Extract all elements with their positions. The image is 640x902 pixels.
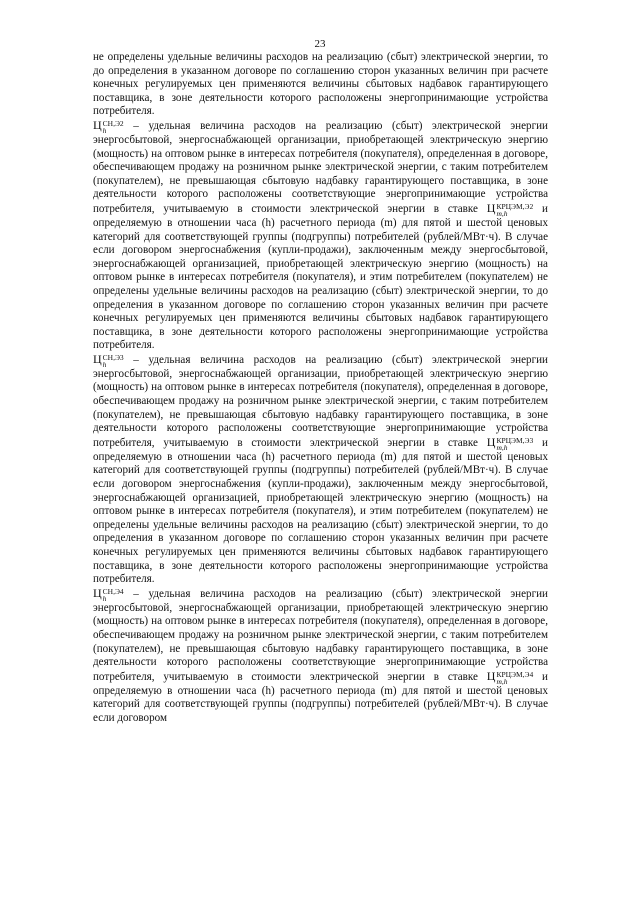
symbol-superscript: КРЦЭМ,Э3 (496, 435, 534, 445)
symbol-cn-e3 (93, 351, 124, 369)
symbol-base: Ц (93, 117, 102, 132)
symbol-base: Ц (93, 585, 102, 600)
symbol-subscript: m,h (496, 208, 508, 218)
paragraph-definition-e2 (93, 119, 548, 353)
page-number: 23 (314, 38, 326, 50)
symbol-subscript: h (102, 359, 107, 369)
symbol-superscript: СН,Э4 (102, 586, 124, 596)
symbol-cn-e2 (93, 117, 124, 135)
symbol-subscript: h (102, 593, 107, 603)
symbol-base: Ц (93, 351, 102, 366)
rate-symbol-e3 (486, 434, 534, 452)
definition-text: – удельная величина расходов на реализацию (сбыт) электрической энергии энергосбытовой, энергоснабжающей организации, приобретающей электрическую энергию (мощность) на оптовом рынке в интересах потребителя (покупателя), определенная в договоре, обеспечивающем продажу на розничном рынке электрической энергии, с таким потребителем (покупателем), не превышающая сбытовую надбавку гарантирующего поставщика, в зоне деятельности которого расположены соответствующие энергопринимающие устройства потребителя, учитываемую в стоимости электрической энергии в ставке (93, 353, 548, 449)
symbol-base: Ц (486, 668, 496, 683)
paragraph-definition-e3 (93, 353, 548, 587)
definition-text: – удельная величина расходов на реализацию (сбыт) электрической энергии энергосбытовой, энергоснабжающей организации, приобретающей электрическую энергию (мощность) на оптовом рынке в интересах потребителя (покупателя), определенная в договоре, обеспечивающем продажу на розничном рынке электрической энергии, с таким потребителем (покупателем), не превышающая сбытовую надбавку гарантирующего поставщика, в зоне деятельности которого расположены соответствующие энергопринимающие устройства потребителя, учитываемую в стоимости электрической энергии в ставке (93, 119, 548, 215)
symbol-subscript: m,h (496, 442, 508, 452)
symbol-superscript: СН,Э3 (102, 352, 124, 362)
symbol-superscript: КРЦЭМ,Э2 (496, 201, 534, 211)
symbol-superscript: СН,Э2 (102, 118, 124, 128)
definition-text-continued: и определяемую в отношении часа (h) расчетного периода (m) для пятой и шестой ценовых категорий для соответствующей группы (подгруппы) потребителей (рублей/МВт·ч). В случае если договором (93, 670, 548, 724)
document-body (93, 51, 548, 726)
rate-symbol-e2 (486, 200, 534, 218)
symbol-subscript: h (102, 125, 107, 135)
symbol-base: Ц (486, 200, 496, 215)
paragraph-continuation: не определены удельные величины расходов на реализацию (сбыт) электрической энергии, то до определения в указанном договоре по соглашению сторон указанных величин при расчете конечных регулируемых цен применяются величины сбытовых надбавок гарантирующего поставщика, в зоне деятельности которого расположены энергопринимающие устройства потребителя. (93, 51, 548, 118)
definition-text-continued: и определяемую в отношении часа (h) расчетного периода (m) для пятой и шестой ценовых категорий для соответствующей группы (подгруппы) потребителей (рублей/МВт·ч). В случае если договором энергоснабжения (купли-продажи), заключенным между энергосбытовой, энергоснабжающей организацией, приобретающей электрическую энергию (мощность) на оптовом рынке в интересах потребителя (покупателя), и этим потребителем (покупателем) не определены удельные величины расходов на реализацию (сбыт) электрической энергии, то до определения в указанном договоре по соглашению сторон указанных величин при расчете конечных регулируемых цен применяются величины сбытовых надбавок гарантирующего поставщика, в зоне деятельности которого расположены энергопринимающие устройства потребителя. (93, 436, 548, 586)
paragraph-definition-e4 (93, 587, 548, 726)
symbol-superscript: КРЦЭМ,Э4 (496, 669, 534, 679)
symbol-cn-e4 (93, 585, 124, 603)
definition-text: – удельная величина расходов на реализацию (сбыт) электрической энергии энергосбытовой, энергоснабжающей организации, приобретающей электрическую энергию (мощность) на оптовом рынке в интересах потребителя (покупателя), определенная в договоре, обеспечивающем продажу на розничном рынке электрической энергии, с таким потребителем (покупателем), не превышающая сбытовую надбавку гарантирующего поставщика, в зоне деятельности которого расположены соответствующие энергопринимающие устройства потребителя, учитываемую в стоимости электрической энергии в ставке (93, 587, 548, 683)
definition-text-continued: и определяемую в отношении часа (h) расчетного периода (m) для пятой и шестой ценовых категорий для соответствующей группы (подгруппы) потребителей (рублей/МВт·ч). В случае если договором энергоснабжения (купли-продажи), заключенным между энергосбытовой, энергоснабжающей организацией, приобретающей электрическую энергию (мощность) на оптовом рынке в интересах потребителя (покупателя), и этим потребителем (покупателем) не определены удельные величины расходов на реализацию (сбыт) электрической энергии, то до определения в указанном договоре по соглашению сторон указанных величин при расчете конечных регулируемых цен применяются величины сбытовых надбавок гарантирующего поставщика, в зоне деятельности которого расположены энергопринимающие устройства потребителя. (93, 202, 548, 352)
rate-symbol-e4 (486, 668, 534, 686)
symbol-subscript: m,h (496, 676, 508, 686)
symbol-base: Ц (486, 434, 496, 449)
